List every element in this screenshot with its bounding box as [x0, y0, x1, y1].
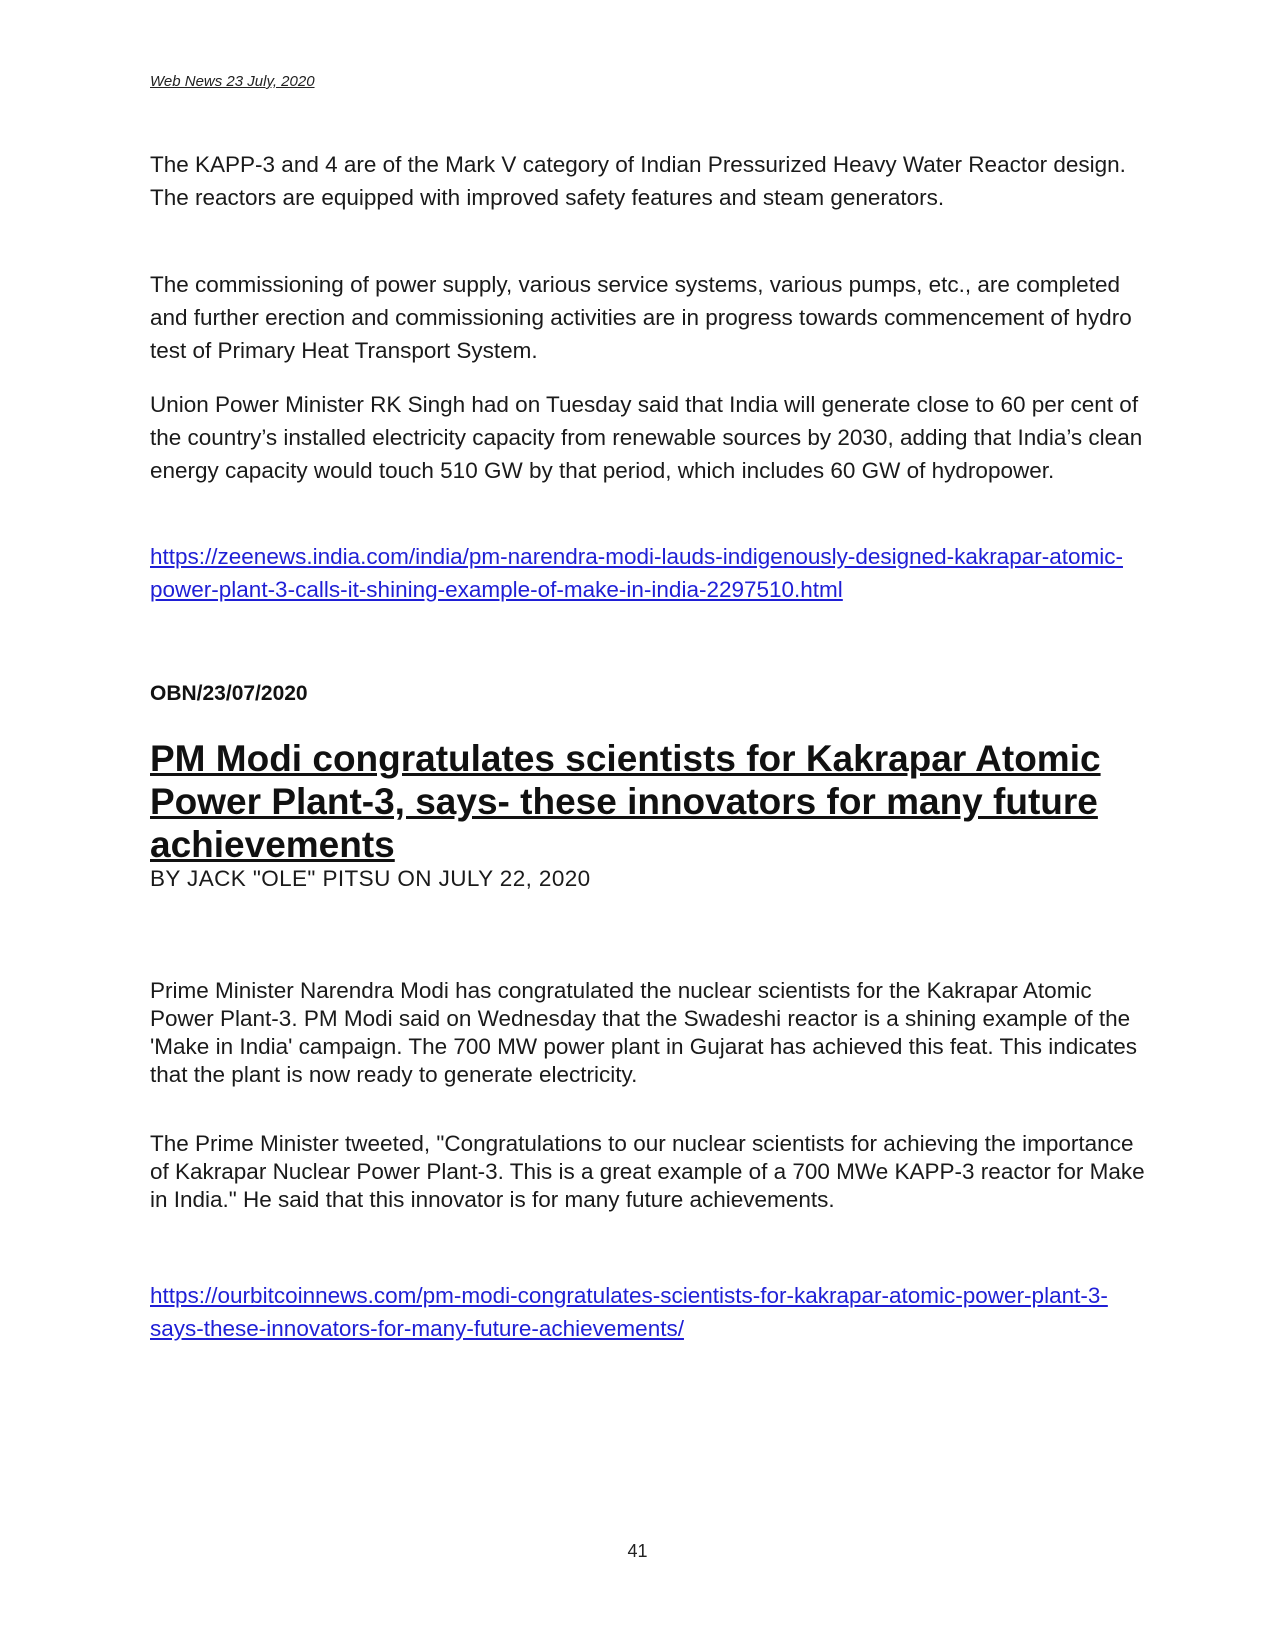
article1-paragraph-1: The KAPP-3 and 4 are of the Mark V category of Indian Pressurized Heavy Water Reactor design. The reactors are equipped with improved safety features and steam generators.: [150, 152, 1126, 210]
article1-source-link[interactable]: https://zeenews.india.com/india/pm-narendra-modi-lauds-indigenously-designed-kakrapar-atomic-power-plant-3-calls-it-shining-example-of-make-in-india-2297510.html: [150, 544, 1123, 602]
article2-source-link[interactable]: https://ourbitcoinnews.com/pm-modi-congratulates-scientists-for-kakrapar-atomic-power-plant-3-says-these-innovators-for-many-future-achievements/: [150, 1283, 1108, 1341]
article2-paragraph-2: The Prime Minister tweeted, "Congratulations to our nuclear scientists for achieving the importance of Kakrapar Nuclear Power Plant-3. This is a great example of a 700 MWe KAPP-3 reactor for Make in India." He said that this innovator is for many future achievements.: [150, 1131, 1145, 1212]
page-number: 41: [627, 1541, 648, 1561]
article1-paragraph-3: Union Power Minister RK Singh had on Tuesday said that India will generate close to 60 per cent of the country’s installed electricity capacity from renewable sources by 2030, adding that India’s clean energy capacity would touch 510 GW by that period, which includes 60 GW of hydropower.: [150, 392, 1143, 483]
page-header: Web News 23 July, 2020: [150, 73, 315, 90]
article2-paragraph-1: Prime Minister Narendra Modi has congratulated the nuclear scientists for the Kakrapar Atomic Power Plant-3. PM Modi said on Wednesday that the Swadeshi reactor is a shining example of the 'Make in India' campaign. The 700 MW power plant in Gujarat has achieved this feat. This indicates that the plant is now ready to generate electricity.: [150, 978, 1138, 1087]
article1-paragraph-2: The commissioning of power supply, various service systems, various pumps, etc., are completed and further erection and commissioning activities are in progress towards commencement of hydro test of Primary Heat Transport System.: [150, 272, 1132, 363]
article2-headline: PM Modi congratulates scientists for Kakrapar Atomic Power Plant-3, says- these innovators for many future achievements: [150, 738, 1101, 865]
article2-byline: BY JACK "OLE" PITSU ON JULY 22, 2020: [150, 866, 591, 891]
article2-source-tag: OBN/23/07/2020: [150, 682, 308, 705]
